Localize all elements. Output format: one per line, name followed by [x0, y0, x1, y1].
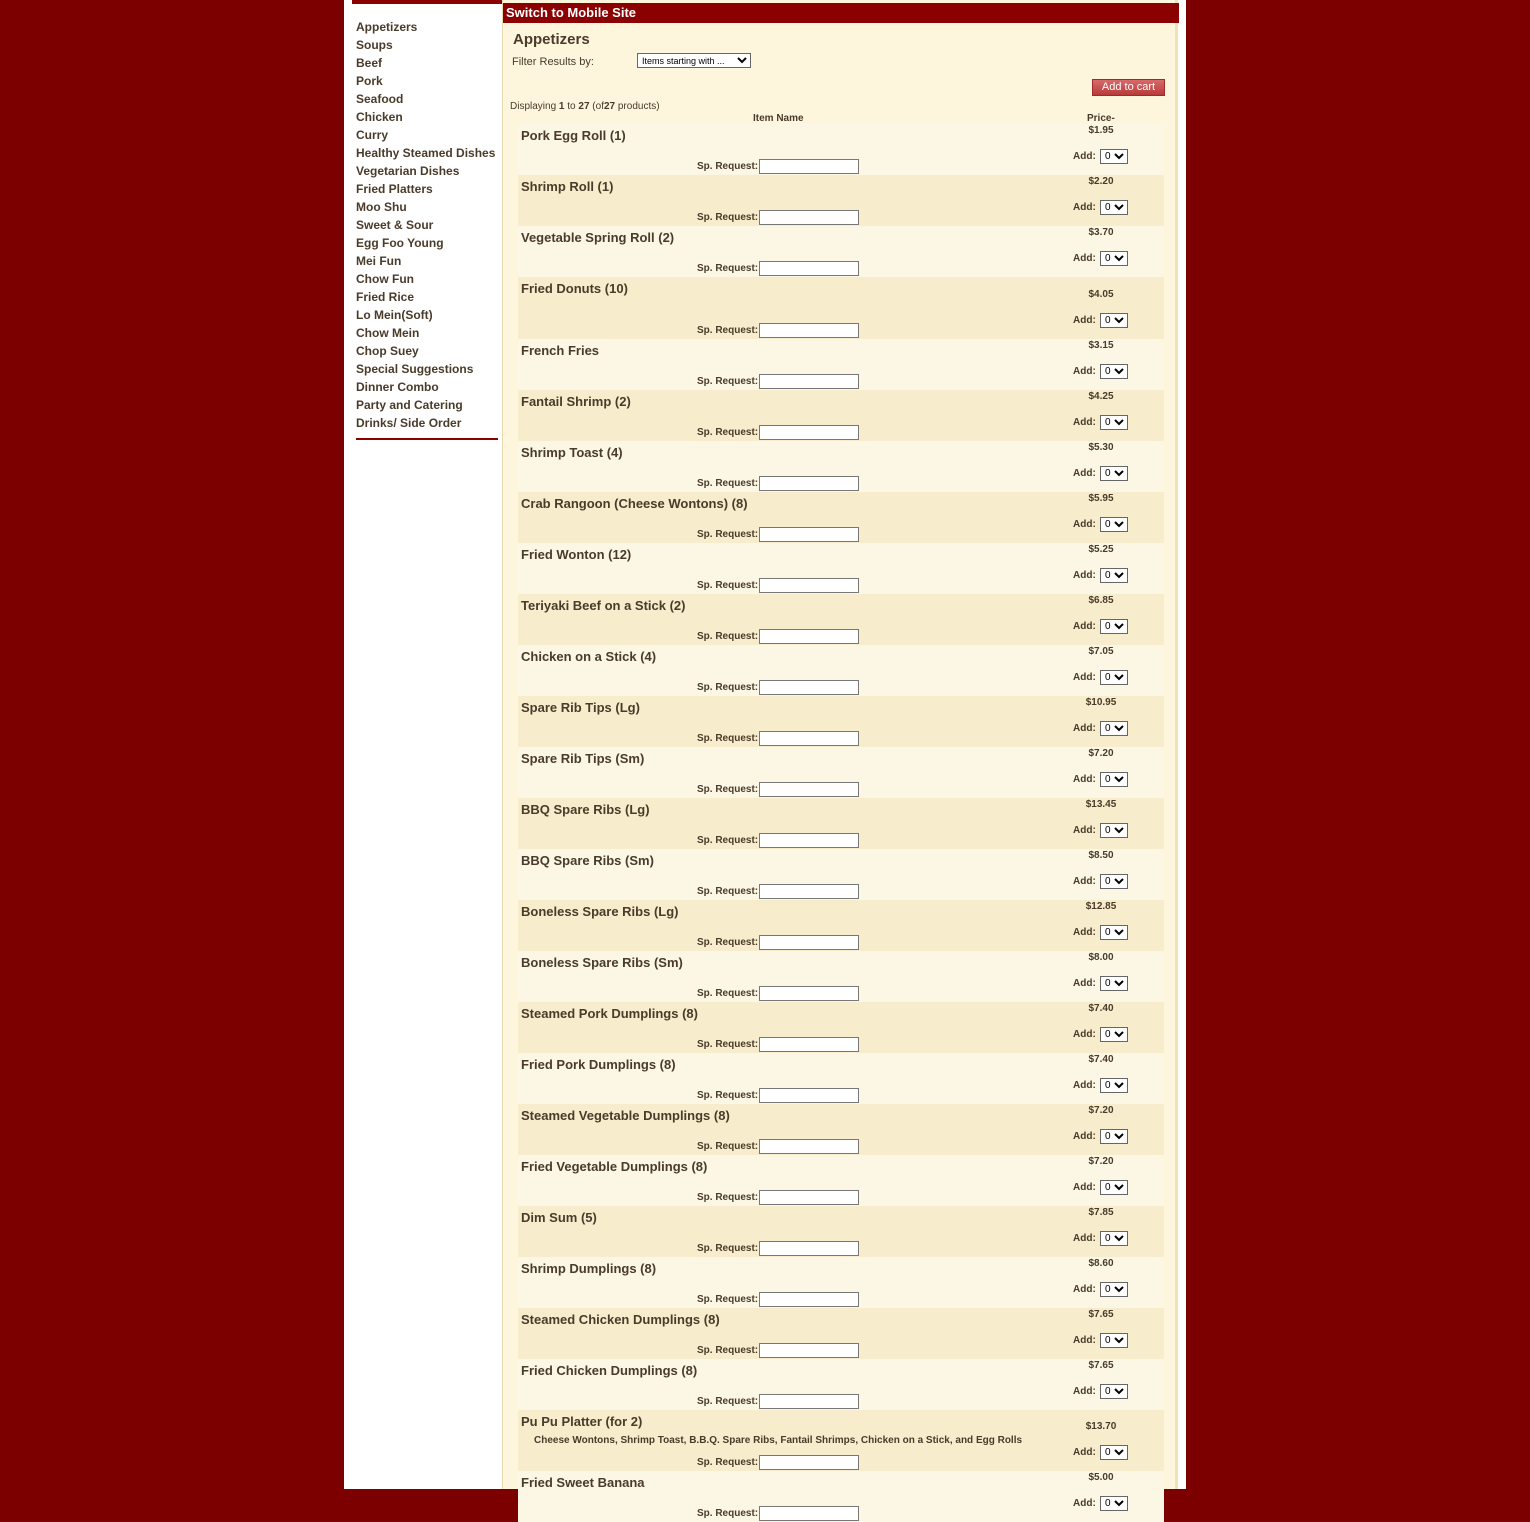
special-request-label: Sp. Request:: [697, 1457, 759, 1468]
add-quantity-label: Add:: [1073, 366, 1096, 377]
quantity-select[interactable]: [1100, 1180, 1128, 1195]
add-quantity-label: Add:: [1073, 978, 1096, 989]
product-price: $13.70: [1085, 1421, 1117, 1432]
filter-label: Filter Results by:: [512, 56, 594, 68]
results-to-word: to: [567, 101, 576, 112]
product-price: $8.60: [1088, 1258, 1114, 1269]
product-name: Boneless Spare Ribs (Lg): [521, 904, 679, 919]
special-request-label: Sp. Request:: [697, 325, 759, 336]
add-quantity-label: Add:: [1073, 672, 1096, 683]
special-request-label: Sp. Request:: [697, 988, 759, 999]
product-name: Fried Sweet Banana: [521, 1475, 645, 1490]
add-quantity-label: Add:: [1073, 1284, 1096, 1295]
add-quantity-label: Add:: [1073, 621, 1096, 632]
product-row: [518, 849, 1164, 900]
special-request-input[interactable]: [759, 374, 859, 389]
special-request-label: Sp. Request:: [697, 886, 759, 897]
product-price: $5.30: [1088, 442, 1114, 453]
product-name: Vegetable Spring Roll (2): [521, 230, 675, 245]
product-name: Steamed Pork Dumplings (8): [521, 1006, 698, 1021]
special-request-label: Sp. Request:: [697, 263, 759, 274]
quantity-select[interactable]: [1100, 200, 1128, 215]
product-row: [518, 226, 1164, 277]
add-to-cart-button[interactable]: Add to cart: [1092, 79, 1165, 96]
quantity-select[interactable]: [1100, 1445, 1128, 1460]
quantity-select[interactable]: [1100, 1282, 1128, 1297]
product-row: [518, 1155, 1164, 1206]
special-request-label: Sp. Request:: [697, 427, 759, 438]
product-price: $5.25: [1088, 544, 1114, 555]
product-row: [518, 1308, 1164, 1359]
quantity-select[interactable]: [1100, 772, 1128, 787]
add-quantity-label: Add:: [1073, 519, 1096, 530]
product-row: [518, 1104, 1164, 1155]
category-sidebar: [352, 0, 502, 430]
product-row: [518, 900, 1164, 951]
add-quantity-label: Add:: [1073, 774, 1096, 785]
special-request-label: Sp. Request:: [697, 376, 759, 387]
add-quantity-label: Add:: [1073, 825, 1096, 836]
quantity-select[interactable]: [1100, 670, 1128, 685]
special-request-label: Sp. Request:: [697, 478, 759, 489]
product-row: [518, 696, 1164, 747]
add-quantity-label: Add:: [1073, 1182, 1096, 1193]
product-row: [518, 1471, 1164, 1522]
sidebar-item-sweet-sour[interactable]: Sweet & Sour: [356, 218, 434, 232]
product-name: Fried Pork Dumplings (8): [521, 1057, 676, 1072]
add-quantity-label: Add:: [1073, 1335, 1096, 1346]
add-quantity-label: Add:: [1073, 417, 1096, 428]
sidebar-item-appetizers[interactable]: Appetizers: [356, 20, 418, 34]
product-row: [518, 1410, 1164, 1471]
product-price: $3.70: [1088, 227, 1114, 238]
product-name: Crab Rangoon (Cheese Wontons) (8): [521, 496, 748, 511]
sidebar-item-soups[interactable]: Soups: [356, 38, 393, 52]
product-name: Steamed Vegetable Dumplings (8): [521, 1108, 730, 1123]
quantity-select[interactable]: [1100, 568, 1128, 583]
quantity-select[interactable]: [1100, 721, 1128, 736]
add-quantity-label: Add:: [1073, 876, 1096, 887]
sidebar-item-egg-foo-young[interactable]: Egg Foo Young: [356, 236, 444, 250]
page: [344, 0, 1186, 1519]
quantity-select[interactable]: [1100, 925, 1128, 940]
product-name: BBQ Spare Ribs (Sm): [521, 853, 654, 868]
quantity-select[interactable]: [1100, 517, 1128, 532]
special-request-label: Sp. Request:: [697, 212, 759, 223]
quantity-select[interactable]: [1100, 364, 1128, 379]
special-request-label: Sp. Request:: [697, 682, 759, 693]
quantity-select[interactable]: [1100, 1129, 1128, 1144]
special-request-input[interactable]: [759, 680, 859, 695]
quantity-select[interactable]: [1100, 976, 1128, 991]
results-count: [510, 101, 660, 112]
special-request-input[interactable]: [759, 986, 859, 1001]
quantity-select[interactable]: [1100, 1384, 1128, 1399]
product-row: [518, 1002, 1164, 1053]
product-price: $7.40: [1088, 1003, 1114, 1014]
column-header-price: Price-: [1087, 113, 1115, 124]
product-price: $12.85: [1085, 901, 1117, 912]
product-name: Fried Wonton (12): [521, 547, 632, 562]
special-request-input[interactable]: [759, 159, 859, 174]
sidebar-item-moo-shu[interactable]: Moo Shu: [356, 200, 407, 214]
sidebar-item-chop-suey[interactable]: Chop Suey: [356, 344, 419, 358]
product-row: [518, 1257, 1164, 1308]
add-quantity-label: Add:: [1073, 202, 1096, 213]
special-request-label: Sp. Request:: [697, 1039, 759, 1050]
product-name: Teriyaki Beef on a Stick (2): [521, 598, 686, 613]
special-request-label: Sp. Request:: [697, 631, 759, 642]
product-name: Spare Rib Tips (Sm): [521, 751, 645, 766]
category-list: [356, 18, 495, 432]
product-price: $7.40: [1088, 1054, 1114, 1065]
product-price: $10.95: [1085, 697, 1117, 708]
product-price: $3.15: [1088, 340, 1114, 351]
special-request-input[interactable]: [759, 1139, 859, 1154]
special-request-input[interactable]: [759, 261, 859, 276]
product-name: Steamed Chicken Dumplings (8): [521, 1312, 720, 1327]
add-quantity-label: Add:: [1073, 570, 1096, 581]
add-quantity-label: Add:: [1073, 1386, 1096, 1397]
product-row: [518, 1206, 1164, 1257]
product-price: $5.00: [1088, 1472, 1114, 1483]
special-request-input[interactable]: [759, 1241, 859, 1256]
results-suffix: products): [617, 101, 660, 112]
product-row: [518, 1359, 1164, 1410]
results-prefix: Displaying: [510, 101, 557, 112]
product-row: [518, 441, 1164, 492]
product-price: $7.20: [1088, 1156, 1114, 1167]
product-row: [518, 175, 1164, 226]
special-request-label: Sp. Request:: [697, 1243, 759, 1254]
special-request-input[interactable]: [759, 1190, 859, 1205]
special-request-input[interactable]: [759, 1394, 859, 1409]
special-request-label: Sp. Request:: [697, 784, 759, 795]
special-request-input[interactable]: [759, 323, 859, 338]
product-price: $2.20: [1088, 176, 1114, 187]
special-request-label: Sp. Request:: [697, 1396, 759, 1407]
product-name: Fantail Shrimp (2): [521, 394, 631, 409]
special-request-input[interactable]: [759, 1292, 859, 1307]
results-total: 27: [603, 101, 616, 112]
special-request-label: Sp. Request:: [697, 529, 759, 540]
special-request-input[interactable]: [759, 1343, 859, 1358]
product-row: [518, 594, 1164, 645]
sidebar-divider: [356, 438, 498, 440]
sidebar-item-mei-fun[interactable]: Mei Fun: [356, 254, 402, 268]
special-request-input[interactable]: [759, 1037, 859, 1052]
special-request-label: Sp. Request:: [697, 1508, 759, 1519]
special-request-label: Sp. Request:: [697, 161, 759, 172]
product-name: Pu Pu Platter (for 2): [521, 1414, 643, 1429]
special-request-input[interactable]: [759, 629, 859, 644]
add-quantity-label: Add:: [1073, 1080, 1096, 1091]
sidebar-item-fried-platters[interactable]: Fried Platters: [356, 182, 433, 196]
sidebar-item-fried-rice[interactable]: Fried Rice: [356, 290, 415, 304]
quantity-select[interactable]: [1100, 415, 1128, 430]
product-name: Fried Vegetable Dumplings (8): [521, 1159, 708, 1174]
results-of: (of: [592, 101, 604, 112]
special-request-label: Sp. Request:: [697, 835, 759, 846]
sidebar-item-drinks-side-order[interactable]: Drinks/ Side Order: [356, 416, 462, 430]
sidebar-item-chow-mein[interactable]: Chow Mein: [356, 326, 420, 340]
product-price: $8.50: [1088, 850, 1114, 861]
quantity-select[interactable]: [1100, 823, 1128, 838]
sidebar-item-beef[interactable]: Beef: [356, 56, 383, 70]
product-name: Shrimp Toast (4): [521, 445, 623, 460]
add-quantity-label: Add:: [1073, 1498, 1096, 1509]
product-row: [518, 1053, 1164, 1104]
main-content: [502, 0, 1178, 1519]
product-name: Chicken on a Stick (4): [521, 649, 657, 664]
page-title: Appetizers: [513, 31, 590, 48]
sidebar-item-curry[interactable]: Curry: [356, 128, 389, 142]
add-quantity-label: Add:: [1073, 253, 1096, 264]
special-request-label: Sp. Request:: [697, 1090, 759, 1101]
product-price: $8.00: [1088, 952, 1114, 963]
quantity-select[interactable]: [1100, 1027, 1128, 1042]
add-quantity-label: Add:: [1073, 723, 1096, 734]
product-price: $5.95: [1088, 493, 1114, 504]
product-row: [518, 543, 1164, 594]
product-row: [518, 492, 1164, 543]
add-quantity-label: Add:: [1073, 1447, 1096, 1458]
special-request-input[interactable]: [759, 782, 859, 797]
product-name: French Fries: [521, 343, 600, 358]
quantity-select[interactable]: [1100, 466, 1128, 481]
product-name: Shrimp Roll (1): [521, 179, 614, 194]
special-request-input[interactable]: [759, 425, 859, 440]
quantity-select[interactable]: [1100, 251, 1128, 266]
sidebar-item-special-suggestions[interactable]: Special Suggestions: [356, 362, 474, 376]
sidebar-item-chow-fun[interactable]: Chow Fun: [356, 272, 414, 286]
quantity-select[interactable]: [1100, 1231, 1128, 1246]
sidebar-item-vegetarian-dishes[interactable]: Vegetarian Dishes: [356, 164, 460, 178]
product-row: [518, 951, 1164, 1002]
filter-select[interactable]: [637, 53, 751, 68]
product-price: $7.20: [1088, 1105, 1114, 1116]
product-row: [518, 339, 1164, 390]
product-price: $1.95: [1088, 125, 1114, 136]
product-row: [518, 277, 1164, 339]
product-row: [518, 645, 1164, 696]
product-price: $7.65: [1088, 1309, 1114, 1320]
special-request-label: Sp. Request:: [697, 937, 759, 948]
sidebar-item-dinner-combo[interactable]: Dinner Combo: [356, 380, 439, 394]
column-header-item-name: Item Name: [753, 113, 804, 124]
special-request-input[interactable]: [759, 1088, 859, 1103]
sidebar-item-healthy-steamed-dishes[interactable]: Healthy Steamed Dishes: [356, 146, 496, 160]
sidebar-item-seafood[interactable]: Seafood: [356, 92, 404, 106]
sidebar-top-bar: [352, 0, 502, 4]
quantity-select[interactable]: [1100, 619, 1128, 634]
special-request-label: Sp. Request:: [697, 1141, 759, 1152]
special-request-input[interactable]: [759, 1506, 859, 1521]
product-price: $4.05: [1088, 289, 1114, 300]
add-quantity-label: Add:: [1073, 1131, 1096, 1142]
add-quantity-label: Add:: [1073, 927, 1096, 938]
quantity-select[interactable]: [1100, 1078, 1128, 1093]
results-from: 1: [558, 101, 565, 112]
product-row: [518, 124, 1164, 175]
product-price: $6.85: [1088, 595, 1114, 606]
special-request-input[interactable]: [759, 527, 859, 542]
add-quantity-label: Add:: [1073, 315, 1096, 326]
special-request-input[interactable]: [759, 935, 859, 950]
quantity-select[interactable]: [1100, 1496, 1128, 1511]
product-name: Boneless Spare Ribs (Sm): [521, 955, 683, 970]
sidebar-item-pork[interactable]: Pork: [356, 74, 383, 88]
switch-to-mobile-link[interactable]: Switch to Mobile Site: [503, 3, 1179, 23]
product-price: $7.85: [1088, 1207, 1114, 1218]
special-request-label: Sp. Request:: [697, 1294, 759, 1305]
special-request-label: Sp. Request:: [697, 1345, 759, 1356]
product-name: Fried Donuts (10): [521, 281, 628, 296]
sidebar-item-party-and-catering[interactable]: Party and Catering: [356, 398, 463, 412]
product-row: [518, 798, 1164, 849]
product-price: $7.05: [1088, 646, 1114, 657]
product-name: Shrimp Dumplings (8): [521, 1261, 657, 1276]
add-quantity-label: Add:: [1073, 151, 1096, 162]
special-request-input[interactable]: [759, 1455, 859, 1470]
special-request-input[interactable]: [759, 731, 859, 746]
product-name: Spare Rib Tips (Lg): [521, 700, 640, 715]
special-request-label: Sp. Request:: [697, 733, 759, 744]
special-request-input[interactable]: [759, 210, 859, 225]
quantity-select[interactable]: [1100, 149, 1128, 164]
add-quantity-label: Add:: [1073, 468, 1096, 479]
sidebar-item-chicken[interactable]: Chicken: [356, 110, 403, 124]
add-quantity-label: Add:: [1073, 1233, 1096, 1244]
results-to: 27: [578, 101, 590, 112]
product-name: Dim Sum (5): [521, 1210, 597, 1225]
special-request-input[interactable]: [759, 833, 859, 848]
product-price: $13.45: [1085, 799, 1117, 810]
product-price: $7.65: [1088, 1360, 1114, 1371]
product-price: $4.25: [1088, 391, 1114, 402]
special-request-input[interactable]: [759, 578, 859, 593]
product-row: [518, 747, 1164, 798]
add-quantity-label: Add:: [1073, 1029, 1096, 1040]
special-request-input[interactable]: [759, 476, 859, 491]
product-name: Fried Chicken Dumplings (8): [521, 1363, 698, 1378]
product-name: Pork Egg Roll (1): [521, 128, 626, 143]
product-price: $7.20: [1088, 748, 1114, 759]
special-request-input[interactable]: [759, 884, 859, 899]
quantity-select[interactable]: [1100, 1333, 1128, 1348]
special-request-label: Sp. Request:: [697, 580, 759, 591]
sidebar-item-lo-mein-soft[interactable]: Lo Mein(Soft): [356, 308, 433, 322]
product-name: BBQ Spare Ribs (Lg): [521, 802, 650, 817]
product-description: Cheese Wontons, Shrimp Toast, B.B.Q. Spare Ribs, Fantail Shrimps, Chicken on a Stick, and Egg Rolls: [534, 1435, 1023, 1446]
quantity-select[interactable]: [1100, 313, 1128, 328]
special-request-label: Sp. Request:: [697, 1192, 759, 1203]
product-list: [518, 124, 1164, 1522]
product-row: [518, 390, 1164, 441]
quantity-select[interactable]: [1100, 874, 1128, 889]
